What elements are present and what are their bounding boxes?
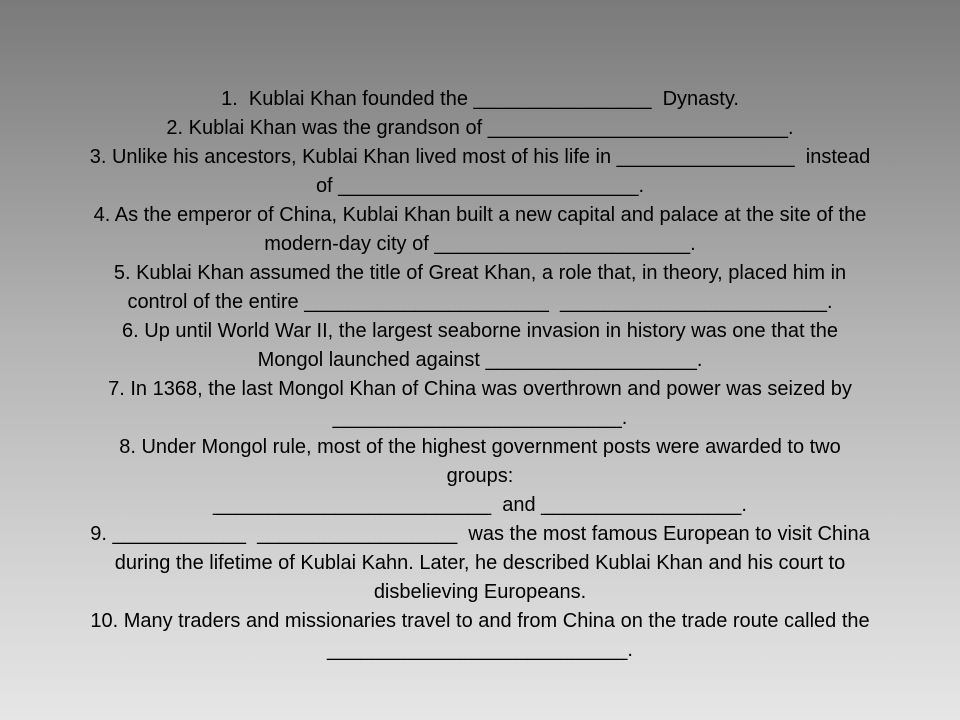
question-line: control of the entire ______________________ ________________________.	[127, 291, 833, 313]
question-line: 2. Kublai Khan was the grandson of ___________________________.	[166, 117, 794, 139]
question-line: disbelieving Europeans.	[373, 581, 587, 603]
question-7	[0, 375, 960, 433]
question-line: modern-day city of _______________________.	[264, 233, 696, 255]
question-line: of ___________________________.	[315, 175, 645, 197]
question-3	[0, 143, 960, 201]
question-line: groups:	[446, 465, 514, 487]
question-8	[0, 433, 960, 520]
question-6	[0, 317, 960, 375]
question-4	[0, 201, 960, 259]
question-line: Mongol launched against ___________________.	[257, 349, 703, 371]
worksheet-text-block	[0, 85, 960, 665]
question-1	[0, 85, 960, 114]
question-line: 10. Many traders and missionaries travel to and from China on the trade route called the	[90, 610, 870, 632]
question-line: __________________________.	[332, 407, 628, 429]
question-line: during the lifetime of Kublai Kahn. Later, he described Kublai Khan and his court to	[114, 552, 846, 574]
question-line: 9. ____________ __________________ was the most famous European to visit China	[90, 523, 870, 545]
question-2	[0, 114, 960, 143]
question-9	[0, 520, 960, 607]
question-line: 3. Unlike his ancestors, Kublai Khan lived most of his life in ________________ instead	[89, 146, 871, 168]
question-line: 1. Kublai Khan founded the ________________ Dynasty.	[221, 88, 739, 110]
question-line: 6. Up until World War II, the largest seaborne invasion in history was one that the	[122, 320, 838, 342]
question-line: 8. Under Mongol rule, most of the highest government posts were awarded to two	[119, 436, 841, 458]
question-line: 4. As the emperor of China, Kublai Khan built a new capital and palace at the site of the	[93, 204, 867, 226]
question-line: _________________________ and __________________.	[213, 494, 747, 516]
question-5	[0, 259, 960, 317]
question-10	[0, 607, 960, 665]
question-line: ___________________________.	[327, 639, 633, 661]
question-line: 7. In 1368, the last Mongol Khan of China was overthrown and power was seized by	[108, 378, 852, 400]
question-line: 5. Kublai Khan assumed the title of Great Khan, a role that, in theory, placed him in	[113, 262, 847, 284]
